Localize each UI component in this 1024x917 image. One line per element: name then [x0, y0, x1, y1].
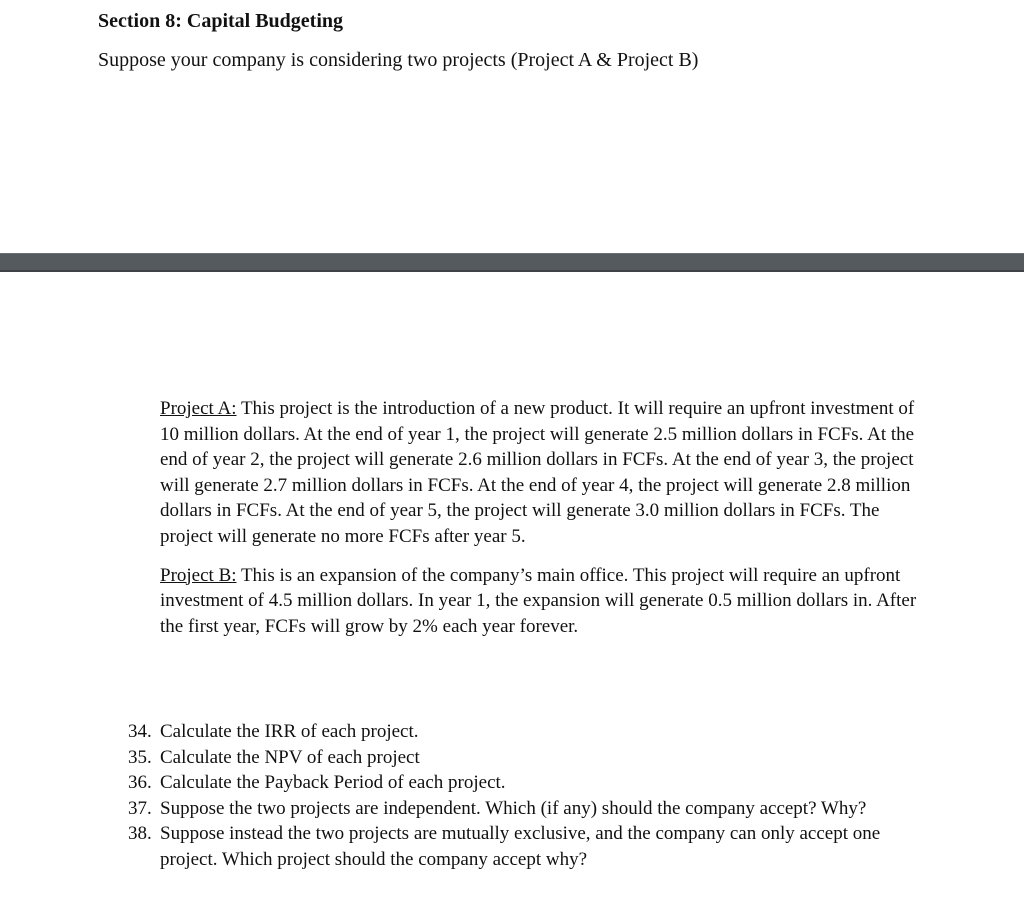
project-b-label: Project B: [160, 564, 237, 586]
question-number: 36. [128, 772, 152, 794]
page-divider [0, 254, 1024, 270]
project-a-paragraph [160, 396, 920, 550]
project-a-text: This project is the introduction of a new product. It will require an upfront investment of 10 million dollars. At the end of year 1, the project will generate 2.5 million dollars in FCFs. At the end of year 2, the project will generate 2.6 million dollars in FCFs. At the end of year 3, the project will generate 2.7 million dollars in FCFs. At the end of year 4, the project will generate 2.8 million dollars in FCFs. At the end of year 5, the project will generate 3.0 million dollars in FCFs. The project will generate no more FCFs after year 5. [160, 398, 915, 547]
question-text: Calculate the Payback Period of each project. [160, 772, 506, 794]
question-list [128, 719, 908, 873]
project-b-paragraph [160, 563, 920, 640]
question-text: Calculate the IRR of each project. [160, 721, 419, 742]
question-item [128, 719, 908, 745]
question-item [128, 796, 908, 822]
question-item [128, 745, 908, 771]
question-number: 34. [128, 721, 152, 742]
project-descriptions [160, 396, 920, 639]
question-number: 38. [128, 823, 152, 845]
question-item [128, 821, 908, 872]
project-b-text: This is an expansion of the company’s main office. This project will require an upfront investment of 4.5 million dollars. In year 1, the expansion will generate 0.5 million dollars in. After the first year, FCFs will grow by 2% each year forever. [160, 564, 917, 637]
question-item [128, 770, 908, 796]
section-title: Section 8: Capital Budgeting [98, 10, 344, 32]
intro-text: Suppose your company is considering two projects (Project A & Project B) [98, 49, 699, 71]
question-number: 35. [128, 746, 152, 768]
question-text: Suppose instead the two projects are mutually exclusive, and the company can only accept one project. Which project should the company accept why? [160, 823, 881, 870]
question-text: Calculate the NPV of each project [160, 746, 420, 768]
question-number: 37. [128, 797, 152, 819]
project-a-label: Project A: [160, 398, 237, 419]
question-text: Suppose the two projects are independent. Which (if any) should the company accept? Why? [160, 797, 867, 819]
